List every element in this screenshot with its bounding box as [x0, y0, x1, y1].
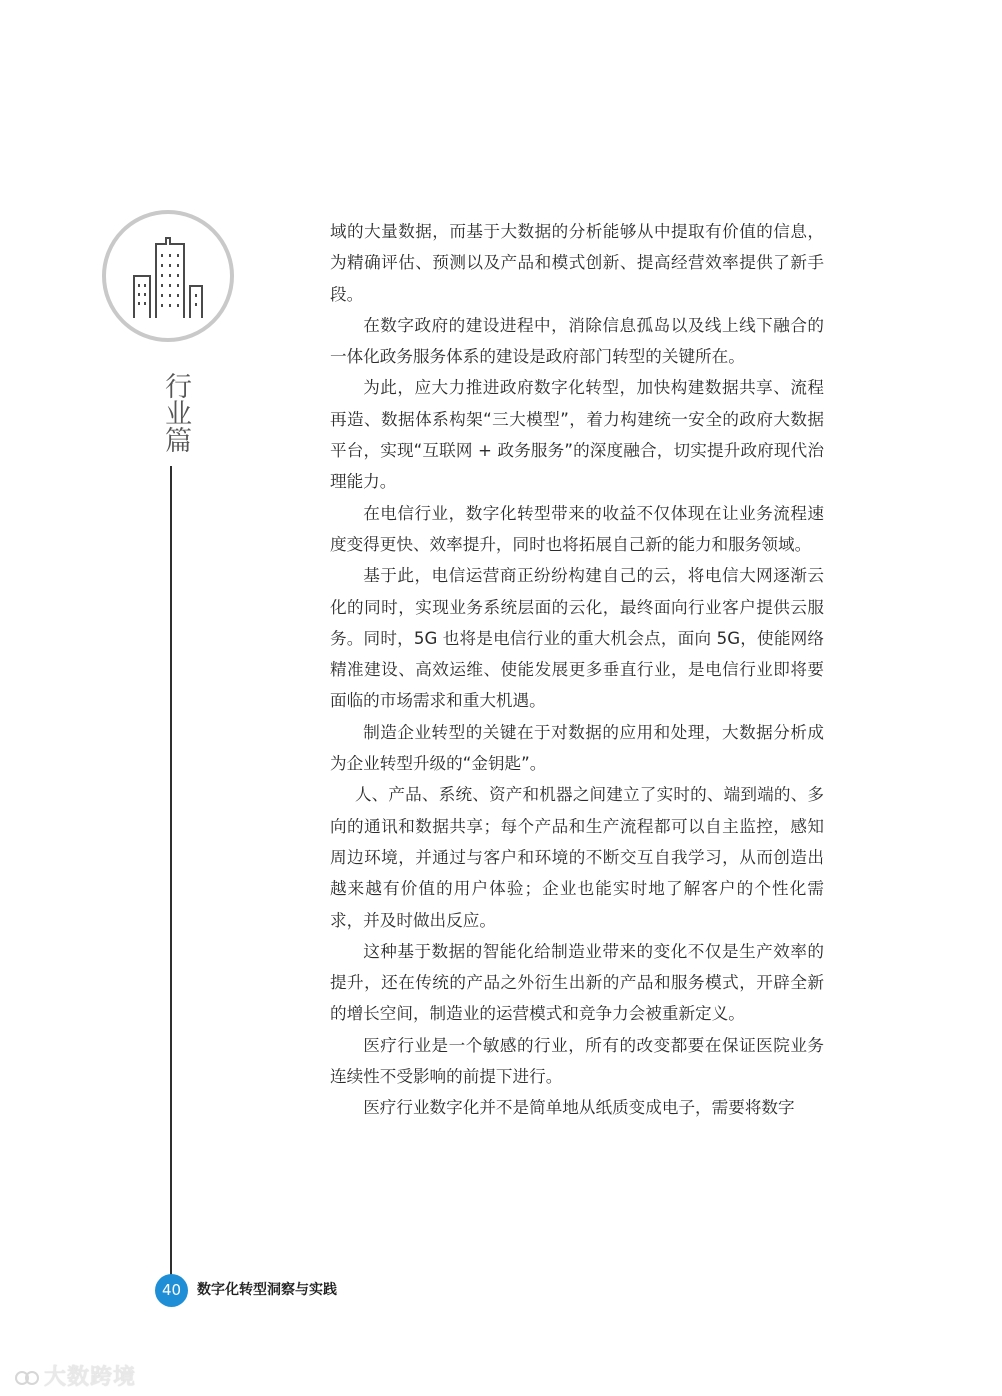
body-text [330, 216, 824, 1124]
paragraph: 域的大量数据，而基于大数据的分析能够从中提取有价值的信息，为精确评估、预测以及产品和模式创新、提高经营效率提供了新手段。 [330, 222, 824, 304]
paragraph: 在数字政府的建设进程中，消除信息孤岛以及线上线下融合的一体化政务服务体系的建设是政府部门转型的关键所在。 [330, 315, 824, 367]
paragraph: 人、产品、系统、资产和机器之间建立了实时的、端到端的、多向的通讯和数据共享；每个产品和生产流程都可以自主监控，感知周边环境，并通过与客户和环境的不断交互自我学习，从而创造出越来越有价值的用户体验；企业也能实时地了解客户的个性化需求，并及时做出反应。 [330, 785, 824, 930]
paragraph: 这种基于数据的智能化给制造业带来的变化不仅是生产效率的提升，还在传统的产品之外衍生出新的产品和服务模式，开辟全新的增长空间，制造业的运营模式和竞争力会被重新定义。 [330, 941, 824, 1024]
paragraph: 医疗行业是一个敏感的行业，所有的改变都要在保证医院业务连续性不受影响的前提下进行。 [330, 1035, 824, 1087]
paragraph: 在电信行业，数字化转型带来的收益不仅体现在让业务流程速度变得更快、效率提升，同时也将拓展自己新的能力和服务领域。 [330, 503, 824, 554]
paragraph: 医疗行业数字化并不是简单地从纸质变成电子，需要将数字 [363, 1098, 795, 1118]
watermark-text: 大数跨境 [44, 1365, 137, 1390]
book-title: 数字化转型洞察与实践 [197, 1282, 337, 1298]
paragraph: 为此，应大力推进政府数字化转型，加快构建数据共享、流程再造、数据体系构架“三大模型”，着力构建统一安全的政府大数据平台，实现“互联网 + 政务服务”的深度融合，切实提升政府现代治理能力。 [330, 378, 824, 492]
page-number: 40 [155, 1274, 188, 1307]
paragraph: 基于此，电信运营商正纷纷构建自己的云，将电信大网逐渐云化的同时，实现业务系统层面的云化，最终面向行业客户提供云服务。同时，5G 也将是电信行业的重大机会点，面向 5G，使能网络精准建设、高效运维、使能发展更多垂直行业，是电信行业即将要面临的市场需求和重大机遇。 [330, 566, 824, 711]
section-title: 行业篇 [160, 372, 191, 453]
section-emblem [102, 210, 234, 342]
watermark [14, 1360, 136, 1391]
paragraph: 制造企业转型的关键在于对数据的应用和处理，大数据分析成为企业转型升级的“金钥匙”。 [330, 722, 824, 774]
watermark-logo-icon [14, 1367, 40, 1389]
sidebar-divider [170, 466, 172, 1278]
building-icon [106, 214, 230, 338]
